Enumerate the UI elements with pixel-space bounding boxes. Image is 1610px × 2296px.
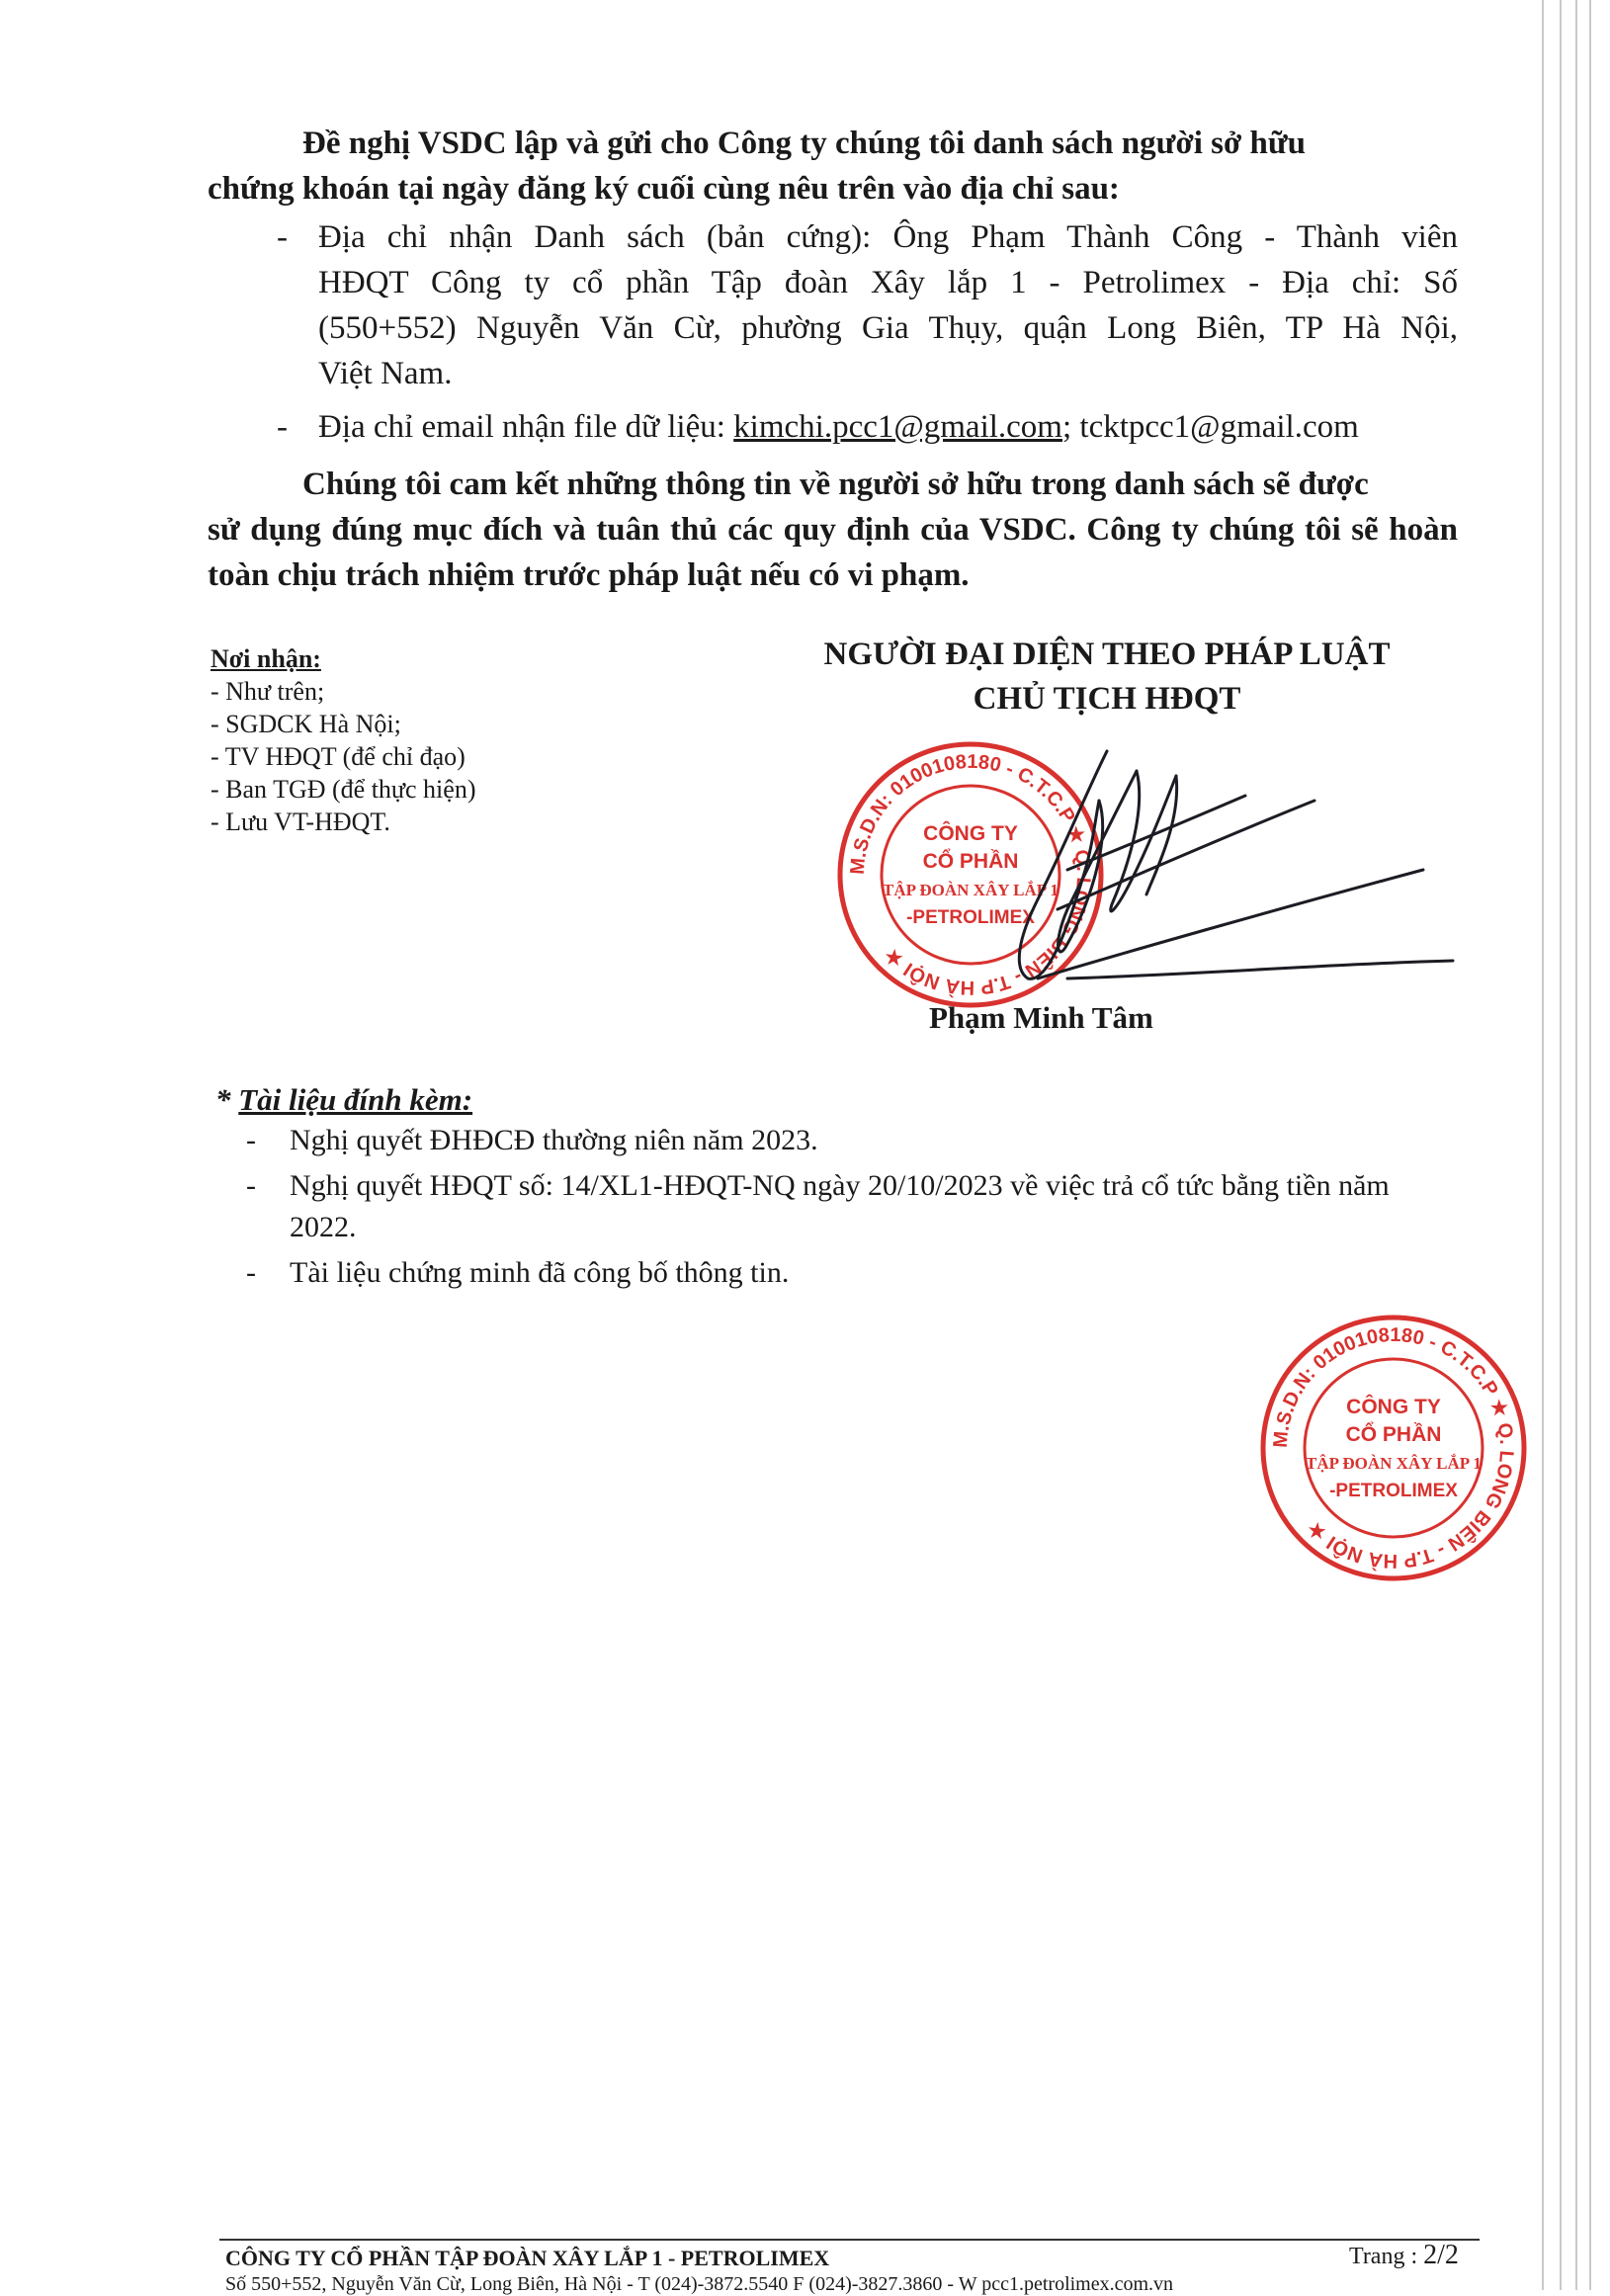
scan-edge-line — [1575, 0, 1577, 2290]
seal-ring-text: M.S.D.N: 0100108180 - C.T.C.P ★ Q. LONG BIÊN - T.P HÀ NỘI ★ — [1269, 1323, 1518, 1573]
seal-line-1: CÔNG TY — [1346, 1396, 1441, 1418]
bullet-dash: - — [246, 1256, 256, 1289]
email-link-1[interactable]: kimchi.pcc1@gmail.com — [733, 409, 1062, 445]
attachment-item — [242, 1252, 1463, 1294]
request-paragraph — [208, 121, 1458, 212]
seal-line-4: -PETROLIMEX — [1329, 1481, 1458, 1501]
bullet-dash: - — [246, 1124, 256, 1156]
recipient-item: - TV HĐQT (để chỉ đạo) — [211, 742, 466, 771]
scan-edge-line — [1589, 0, 1591, 2290]
attachment-text: Nghị quyết HĐQT số: 14/XL1-HĐQT-NQ ngày 20/10/2023 về việc trả cổ tức bằng tiền năm 2022. — [290, 1169, 1390, 1243]
recipient-item: - Lưu VT-HĐQT. — [211, 808, 390, 836]
signer-title-block — [731, 633, 1483, 722]
stamp-line-1: CÔNG TY — [923, 822, 1018, 845]
attachment-item — [242, 1165, 1463, 1248]
commitment-line-1: Chúng tôi cam kết những thông tin về người sở hữu trong danh sách sẽ được — [302, 467, 1369, 502]
attachments-title: Tài liệu đính kèm: — [238, 1082, 473, 1117]
attachments-list — [242, 1120, 1463, 1298]
address-email-item — [267, 404, 1458, 450]
commitment-line-2: sử dụng đúng mục đích và tuân thủ các quy định của VSDC. Công ty chúng tôi sẽ — [208, 512, 1379, 548]
address-list — [267, 214, 1458, 450]
signer-title-1: NGƯỜI ĐẠI DIỆN THEO PHÁP LUẬT — [823, 637, 1391, 672]
stamp-line-2: CỔ PHẦN — [922, 850, 1019, 873]
address-line: HĐQT Công ty cổ phần Tập đoàn Xây lắp 1 - Petrolimex - Địa chỉ: Số — [318, 265, 1458, 300]
page-seal-stamp — [1269, 1305, 1532, 1601]
attachments-prefix: * — [215, 1082, 239, 1117]
address-line: (550+552) Nguyễn Văn Cừ, phường Gia Thụy, quận Long Biên, TP Hà Nội, — [318, 310, 1458, 346]
page-num: 2/2 — [1423, 2240, 1459, 2270]
bullet-dash: - — [277, 219, 288, 255]
footer-company: CÔNG TY CỔ PHẦN TẬP ĐOÀN XÂY LẮP 1 - PETROLIMEX — [225, 2246, 830, 2270]
svg-text:M.S.D.N: 0100108180 - C.T.C.P — [1270, 1324, 1517, 1573]
request-line-1: Đề nghị VSDC lập và gửi cho Công ty chúng tôi danh sách người sở hữu — [302, 126, 1307, 161]
email-prefix: Địa chỉ email nhận file dữ liệu: — [318, 409, 734, 445]
recipient-item: - SGDCK Hà Nội; — [211, 710, 401, 738]
email-separator: ; — [1061, 409, 1080, 445]
address-line: Việt Nam. — [318, 356, 453, 391]
recipient-item: - Ban TGĐ (để thực hiện) — [211, 775, 476, 804]
address-line: Địa chỉ nhận Danh sách (bản cứng): Ông Phạm Thành Công - Thành viên — [318, 219, 1458, 255]
seal-line-3: TẬP ĐOÀN XÂY LẮP 1 — [1306, 1454, 1482, 1473]
handwritten-signature — [919, 731, 1473, 1038]
page-number — [1349, 2240, 1459, 2271]
scan-edge-line — [1560, 0, 1562, 2290]
address-hardcopy-item — [267, 214, 1458, 396]
recipient-item: - Như trên; — [211, 677, 325, 706]
signer-title-2: CHỦ TỊCH HĐQT — [973, 681, 1241, 717]
footer-address: Số 550+552, Nguyễn Văn Cừ, Long Biên, Hà Nội - T (024)-3872.5540 F (024)-3827.3860 - W pcc1.petrolimex.com.vn — [225, 2273, 1174, 2295]
attachment-text: Tài liệu chứng minh đã công bố thông tin. — [290, 1256, 790, 1289]
recipients-heading: Nơi nhận: — [211, 644, 321, 673]
seal-line-2: CỔ PHẦN — [1345, 1423, 1442, 1446]
commitment-paragraph — [208, 462, 1458, 598]
scan-edge-line — [1542, 0, 1544, 2290]
email-link-2[interactable]: tcktpcc1@gmail.com — [1079, 409, 1359, 445]
signer-name: Phạm Minh Tâm — [929, 1000, 1153, 1035]
attachments-heading — [215, 1082, 472, 1118]
recipients-block — [211, 642, 475, 838]
footer-divider — [219, 2239, 1480, 2241]
bullet-dash: - — [277, 409, 288, 445]
stamp-line-3: TẬP ĐOÀN XÂY LẮP 1 — [883, 881, 1059, 899]
commitment-line-3: hoàn toàn chịu trách nhiệm trước pháp luật nếu có vi phạm. — [208, 512, 1459, 593]
attachment-text: Nghị quyết ĐHĐCĐ thường niên năm 2023. — [290, 1124, 818, 1156]
stamp-line-4: -PETROLIMEX — [906, 907, 1035, 928]
bullet-dash: - — [246, 1169, 256, 1202]
attachment-item — [242, 1120, 1463, 1161]
page-label: Trang : — [1349, 2244, 1424, 2269]
request-line-2: chứng khoán tại ngày đăng ký cuối cùng nêu trên vào địa chỉ sau: — [208, 171, 1120, 207]
stamp-ring-text: M.S.D.N: 0100108180 - C.T.C.P ★ Q. LONG BIÊN - T.P HÀ NỘI ★ — [846, 750, 1095, 999]
